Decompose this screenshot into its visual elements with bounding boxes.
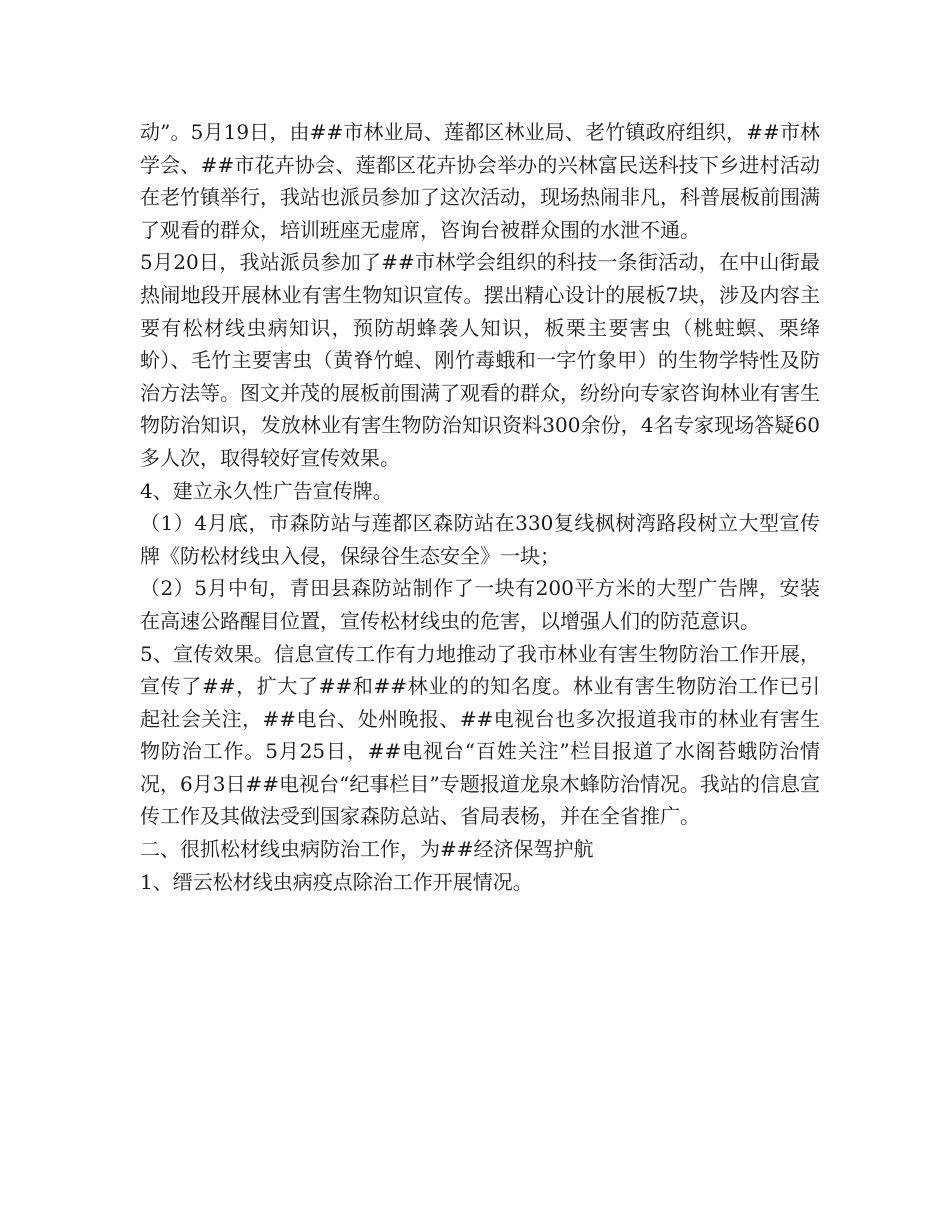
paragraph-billboard-1: （1）4月底，市森防站与莲都区森防站在330复线枫树湾路段树立大型宣传牌《防松材线虫入侵，保绿谷生态安全》一块； (140, 511, 820, 568)
paragraph-activity-may19: 动”。5月19日，由##市林业局、莲都区林业局、老竹镇政府组织，##市林学会、##市花卉协会、莲都区花卉协会举办的兴林富民送科技下乡进村活动在老竹镇举行，我站也派员参加了这次活动，现场热闹非凡，科普展板前围满了观看的群众，培训班座无虚席，咨询台被群众围的水泄不通。 (140, 120, 820, 242)
paragraph-heading-billboards: 4、建立永久性广告宣传牌。 (140, 478, 393, 503)
paragraph-jinyun-treatment: 1、缙云松材线虫病疫点除治工作开展情况。 (140, 869, 533, 894)
paragraph-activity-may20: 5月20日，我站派员参加了##市林学会组织的科技一条街活动，在中山街最热闹地段开展林业有害生物知识宣传。摆出精心设计的展板7块，涉及内容主要有松材线虫病知识，预防胡蜂袭人知识，板栗主要害虫（桃蛀螟、栗绛蚧）、毛竹主要害虫（黄脊竹蝗、刚竹毒蛾和一字竹象甲）的生物学特性及防治方法等。图文并茂的展板前围满了观看的群众，纷纷向专家咨询林业有害生物防治知识，发放林业有害生物防治知识资料300余份，4名专家现场答疑60多人次，取得较好宣传效果。 (140, 250, 820, 470)
paragraph-billboard-2: （2）5月中旬，青田县森防站制作了一块有200平方米的大型广告牌，安装在高速公路醒目位置，宣传松材线虫的危害，以增强人们的防范意识。 (140, 576, 820, 633)
section-heading-pine-wilt: 二、很抓松材线虫病防治工作，为##经济保驾护航 (140, 837, 594, 862)
paragraph-publicity-effect: 5、宣传效果。信息宣传工作有力地推动了我市林业有害生物防治工作开展，宣传了##，扩大了##和##林业的的知名度。林业有害生物防治工作已引起社会关注，##电台、处州晚报、##电视台也多次报道我市的林业有害生物防治工作。5月25日，##电视台“百姓关注”栏目报道了水阁苔蛾防治情况，6月3日##电视台“纪事栏目”专题报道龙泉木蜂防治情况。我站的信息宣传工作及其做法受到国家森防总站、省局表杨，并在全省推广。 (140, 641, 820, 829)
document-body (140, 116, 820, 898)
